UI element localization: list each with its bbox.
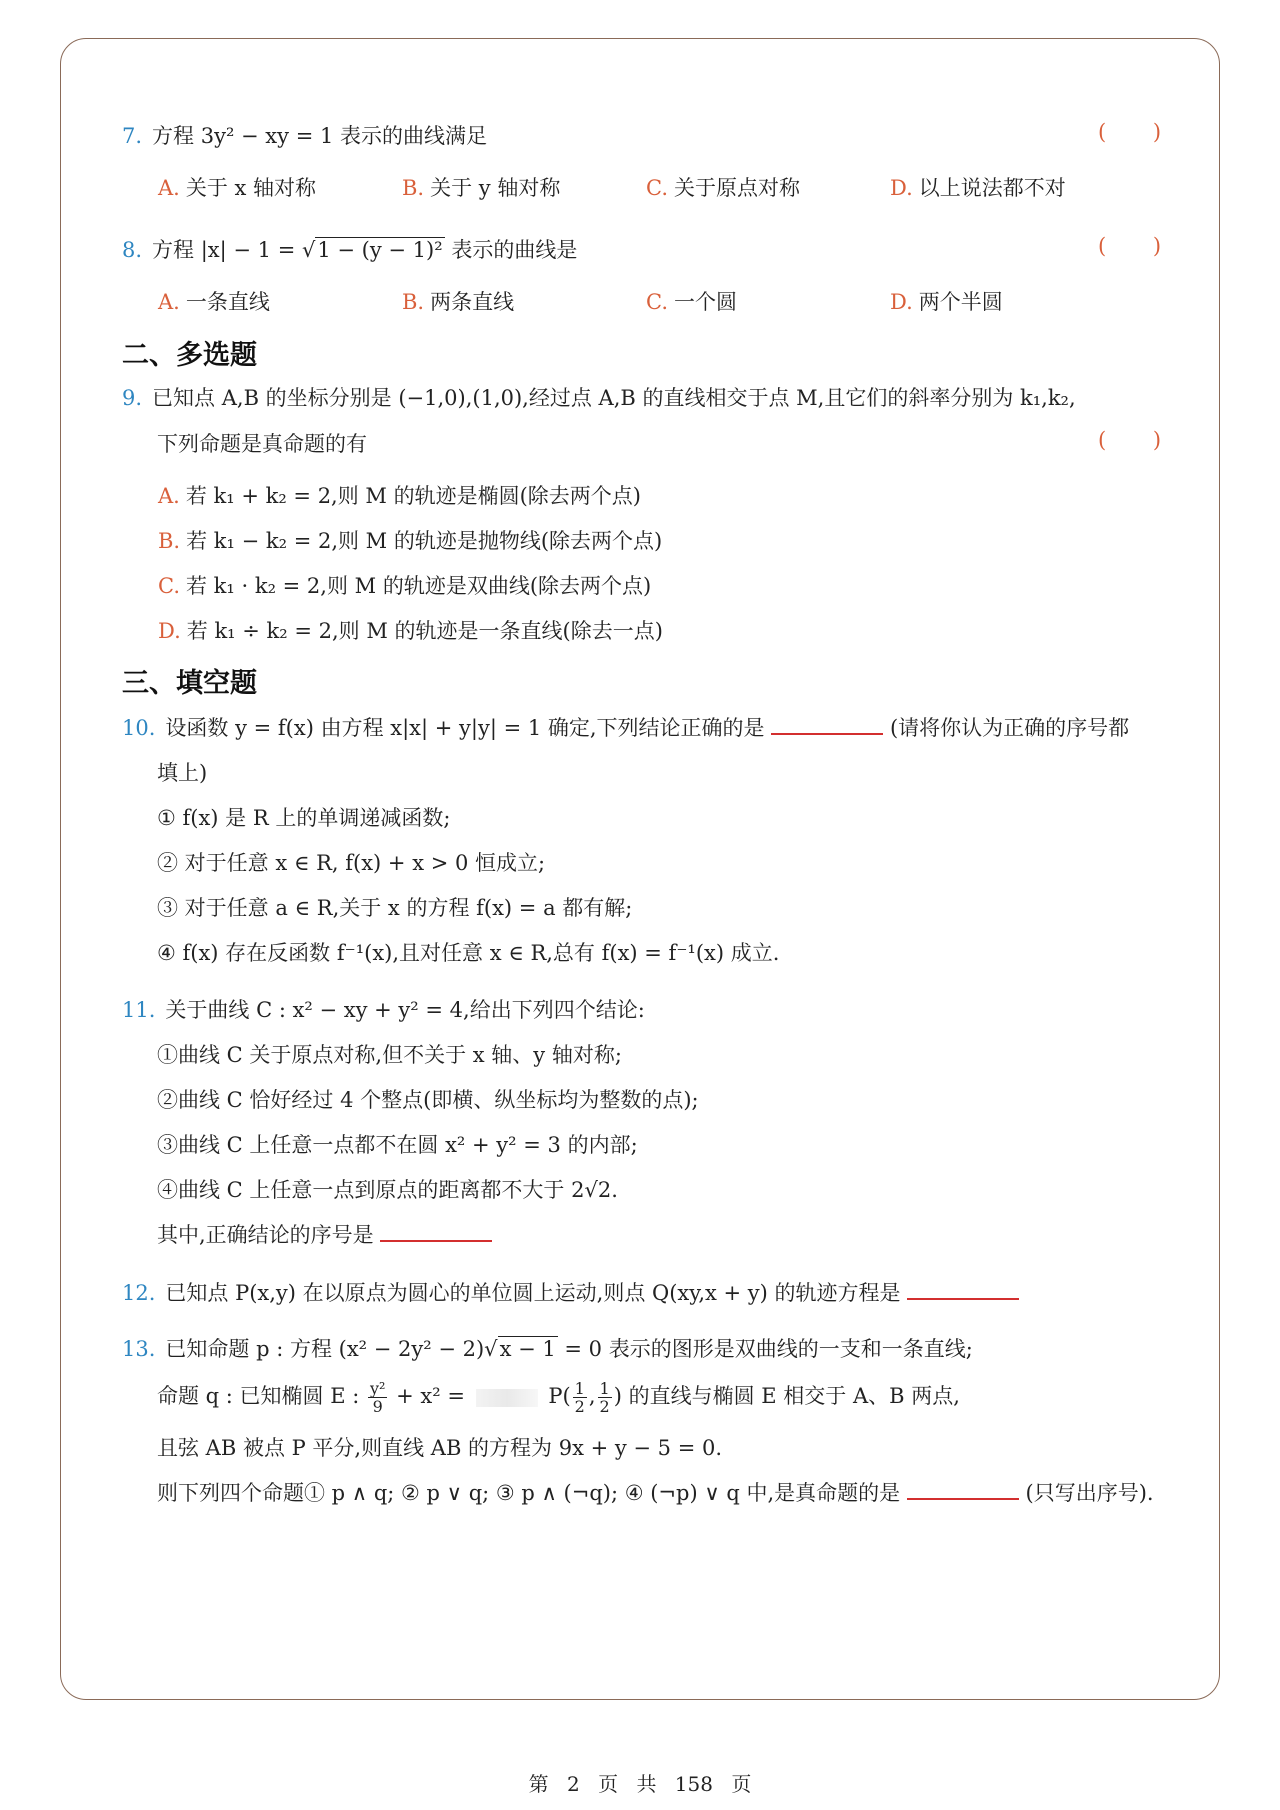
question-stem: 方程 3y² − xy = 1 表示的曲线满足 (152, 124, 488, 148)
question-stem-post: (只写出序号). (1025, 1481, 1154, 1505)
question-number: 7. (122, 124, 143, 148)
sqrt-sign: √ (301, 238, 316, 262)
option-text: 若 k₁ − k₂ = 2,则 M 的轨迹是抛物线(除去两个点) (186, 529, 663, 553)
option-letter: B. (402, 176, 425, 200)
answer-prompt-text: 其中,正确结论的序号是 (157, 1223, 374, 1247)
question-7 (122, 120, 487, 150)
question-stem-post: (请将你认为正确的序号都 (889, 716, 1130, 740)
fraction-y2-over-9 (368, 1380, 387, 1415)
statement-1: ① f(x) 是 R 上的单调递减函数; (157, 806, 451, 830)
question-stem-post: 表示的曲线是 (444, 238, 578, 262)
proposition-q-text: 命题 q : 已知椭圆 E : (157, 1384, 360, 1408)
fraction-denominator: 2 (574, 1397, 585, 1416)
option-letter: A. (158, 290, 180, 314)
question-stem: 已知点 A,B 的坐标分别是 (−1,0),(1,0),经过点 A,B 的直线相交于点 M,且它们的斜率分别为 k₁,k₂, (152, 386, 1076, 410)
proposition-q-text: + x² = (396, 1384, 465, 1408)
conclusion-2: ②曲线 C 恰好经过 4 个整点(即横、纵坐标均为整数的点); (157, 1088, 699, 1112)
option-d (890, 172, 1066, 202)
question-11 (122, 994, 645, 1024)
fraction-denominator: 9 (372, 1397, 383, 1416)
option-a (158, 286, 270, 316)
option-letter: B. (402, 290, 425, 314)
obscured-region (476, 1389, 538, 1407)
proposition-p-pre: 已知命题 p : 方程 (x² − 2y² − 2) (165, 1337, 485, 1361)
question-stem-pre: 方程 |x| − 1 = (152, 238, 302, 262)
answer-blank[interactable] (907, 1280, 1019, 1300)
point-p-comma: , (588, 1384, 596, 1408)
option-letter: A. (158, 176, 180, 200)
question-stem: 设函数 y = f(x) 由方程 x|x| + y|y| = 1 确定,下列结论正确的是 (165, 716, 765, 740)
proposition-q-line (157, 1380, 960, 1415)
option-text: 一条直线 (185, 290, 270, 314)
page-footer: 第 2 页 共 158 页 (528, 1772, 752, 1796)
section-heading-multi-choice: 二、多选题 (122, 340, 257, 371)
question-stem-line2: 下列命题是真命题的有 (157, 432, 367, 456)
question-12 (122, 1277, 1019, 1307)
option-letter: B. (158, 529, 181, 553)
option-b (402, 172, 560, 202)
answer-blank[interactable] (907, 1480, 1019, 1500)
option-text: 关于 x 轴对称 (185, 176, 317, 200)
statement-4: ④ f(x) 存在反函数 f⁻¹(x),且对任意 x ∈ R,总有 f(x) = f⁻¹(x) 成立. (157, 941, 780, 965)
radicand: 1 − (y − 1)² (317, 238, 443, 262)
option-text: 两条直线 (430, 290, 515, 314)
answer-paren: ( ) (1098, 234, 1182, 258)
question-number: 8. (122, 238, 143, 262)
option-letter: C. (646, 290, 668, 314)
statement-2: ② 对于任意 x ∈ R, f(x) + x > 0 恒成立; (157, 851, 546, 875)
conclusion-3: ③曲线 C 上任意一点都不在圆 x² + y² = 3 的内部; (157, 1133, 638, 1157)
question-13 (122, 1333, 973, 1363)
question-9 (122, 382, 1076, 412)
option-letter: C. (646, 176, 668, 200)
proposition-p-post: = 0 表示的图形是双曲线的一支和一条直线; (557, 1337, 973, 1361)
option-letter: C. (158, 574, 180, 598)
option-text: 若 k₁ + k₂ = 2,则 M 的轨迹是椭圆(除去两个点) (185, 484, 641, 508)
proposition-q-text: ) 的直线与椭圆 E 相交于 A、B 两点, (613, 1384, 960, 1408)
answer-prompt (157, 1219, 492, 1249)
option-letter: D. (890, 176, 913, 200)
option-c (646, 286, 737, 316)
fraction-one-half (598, 1380, 612, 1415)
option-text: 关于原点对称 (674, 176, 800, 200)
question-stem: 关于曲线 C : x² − xy + y² = 4,给出下列四个结论: (165, 998, 645, 1022)
option-text: 关于 y 轴对称 (430, 176, 561, 200)
fraction-numerator: 1 (574, 1379, 585, 1398)
proposition-q-line3: 且弦 AB 被点 P 平分,则直线 AB 的方程为 9x + y − 5 = 0. (157, 1436, 723, 1460)
option-letter: D. (890, 290, 913, 314)
fraction-one-half (573, 1380, 587, 1415)
question-stem: 则下列四个命题① p ∧ q; ② p ∨ q; ③ p ∧ (¬q); ④ (¬p) ∨ q 中,是真命题的是 (157, 1481, 901, 1505)
option-text: 两个半圆 (918, 290, 1003, 314)
option-text: 以上说法都不对 (918, 176, 1066, 200)
option-a (158, 480, 641, 510)
section-heading-fill-blank: 三、填空题 (122, 668, 257, 699)
answer-blank[interactable] (380, 1222, 492, 1242)
option-b (158, 525, 662, 555)
fraction-numerator: 1 (599, 1379, 610, 1398)
option-text: 若 k₁ ÷ k₂ = 2,则 M 的轨迹是一条直线(除去一点) (186, 619, 663, 643)
question-stem-line2: 填上) (157, 761, 208, 785)
point-p-open: P( (548, 1384, 571, 1408)
answer-paren: ( ) (1098, 120, 1182, 144)
answer-blank[interactable] (771, 715, 883, 735)
radicand: x − 1 (499, 1337, 556, 1361)
question-13-ask (157, 1477, 1154, 1507)
conclusion-1: ①曲线 C 关于原点对称,但不关于 x 轴、y 轴对称; (157, 1043, 622, 1067)
question-number: 12. (122, 1281, 156, 1305)
option-text: 若 k₁ · k₂ = 2,则 M 的轨迹是双曲线(除去两个点) (186, 574, 652, 598)
statement-3: ③ 对于任意 a ∈ R,关于 x 的方程 f(x) = a 都有解; (157, 896, 633, 920)
conclusion-4: ④曲线 C 上任意一点到原点的距离都不大于 2√2. (157, 1178, 618, 1202)
option-c (646, 172, 800, 202)
question-10 (122, 712, 1129, 742)
fraction-numerator: y² (370, 1379, 386, 1398)
question-number: 9. (122, 386, 143, 410)
option-c (158, 570, 651, 600)
option-a (158, 172, 316, 202)
option-d (890, 286, 1003, 316)
option-b (402, 286, 514, 316)
option-d (158, 615, 663, 645)
question-number: 10. (122, 716, 156, 740)
option-letter: A. (158, 484, 180, 508)
question-number: 11. (122, 998, 156, 1022)
fraction-denominator: 2 (599, 1397, 610, 1416)
sqrt-sign: √ (484, 1337, 498, 1361)
question-number: 13. (122, 1337, 156, 1361)
question-stem: 已知点 P(x,y) 在以原点为圆心的单位圆上运动,则点 Q(xy,x + y) 的轨迹方程是 (165, 1281, 901, 1305)
question-8 (122, 234, 577, 264)
option-text: 一个圆 (674, 290, 737, 314)
answer-paren: ( ) (1098, 428, 1182, 452)
option-letter: D. (158, 619, 181, 643)
